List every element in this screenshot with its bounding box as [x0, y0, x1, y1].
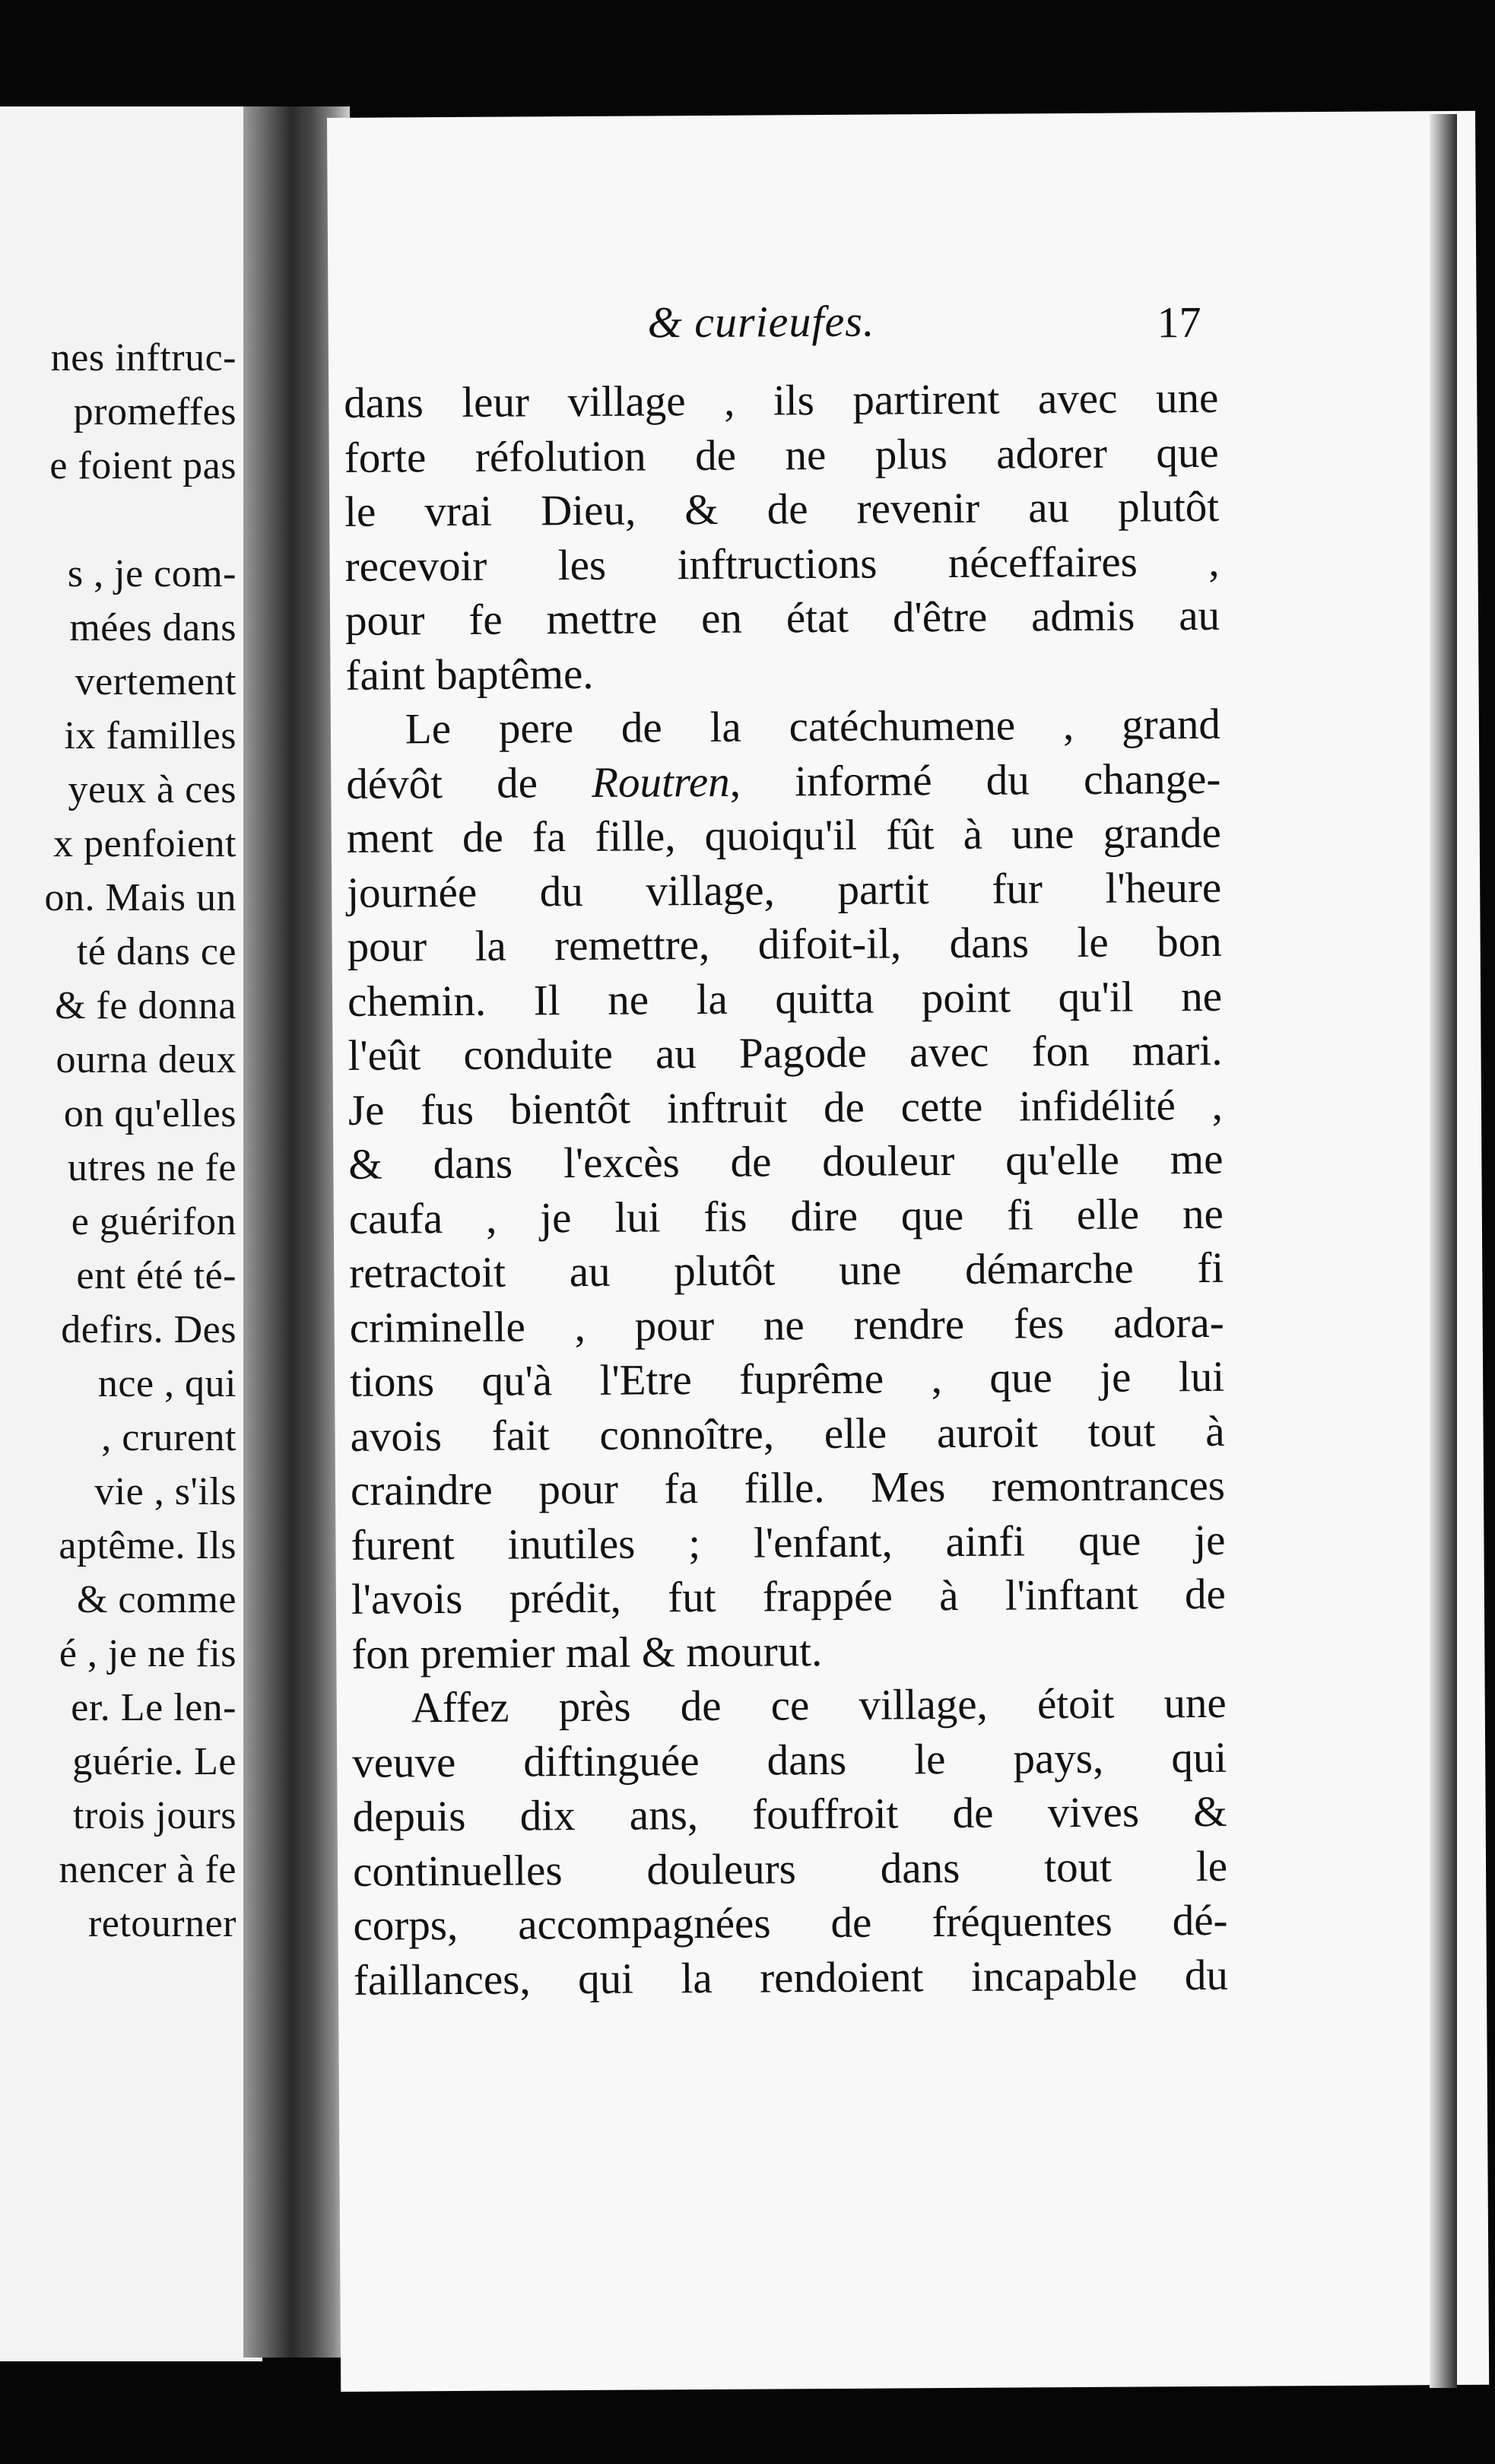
facing-page-line: trois jours: [73, 1794, 236, 1837]
facing-page-line: on qu'elles: [63, 1092, 236, 1135]
text-line: pour la remettre, difoit-il, dans le bon: [347, 917, 1222, 971]
text-line: Le pere de la catéchumene , grand: [405, 700, 1221, 754]
facing-page-line: , crurent: [101, 1416, 236, 1459]
text-line: corps, accompagnées de fréquentes dé-: [353, 1896, 1228, 1950]
text-line: forte réfolution de ne plus adorer que: [344, 428, 1219, 482]
text-line: Affez près de ce village, étoit une: [411, 1678, 1227, 1732]
text-line: criminelle , pour ne rendre fes adora-: [349, 1298, 1224, 1352]
text-line: tions qu'à l'Etre fuprême , que je lui: [349, 1352, 1225, 1406]
facing-page-line: vertement: [75, 660, 236, 703]
facing-page-line: retourner: [87, 1902, 236, 1945]
page-edge: [1430, 114, 1457, 2388]
facing-page-line: mées dans: [69, 606, 236, 649]
facing-page-line: x penfoient: [53, 822, 236, 865]
text-line: pour fe mettre en état d'être admis au: [344, 591, 1220, 645]
facing-page-line: on. Mais un: [44, 876, 236, 919]
text-line: recevoir les inftructions néceffaires ,: [344, 537, 1220, 591]
page-number: 17: [1157, 297, 1201, 348]
facing-page-line: promeffes: [73, 390, 236, 433]
text-line: faint baptême.: [345, 649, 594, 700]
facing-page-line: & comme: [76, 1578, 236, 1621]
text-line: craindre pour fa fille. Mes remontrances: [350, 1461, 1226, 1515]
facing-page-line: utres ne fe: [67, 1146, 236, 1189]
facing-page-line: & fe donna: [55, 984, 236, 1027]
facing-page-line: e guérifon: [71, 1200, 236, 1243]
facing-page-line: yeux à ces: [68, 768, 236, 811]
facing-page-line: s , je com-: [67, 552, 236, 595]
text-line: le vrai Dieu, & de revenir au plutôt: [344, 482, 1220, 536]
text-line: & dans l'excès de douleur qu'elle me: [348, 1135, 1224, 1189]
text-line: retractoit au plutôt une démarche fi: [349, 1243, 1224, 1297]
text-run: , informé du change-: [729, 754, 1221, 806]
running-title: & curieufes.: [647, 296, 875, 348]
facing-page: [0, 106, 262, 2361]
facing-page-line: er. Le len-: [71, 1686, 236, 1729]
text-line: ment de fa fille, quoiqu'il fût à une grande: [346, 808, 1221, 862]
facing-page-line: nes inftruc-: [50, 336, 236, 379]
text-line: furent inutiles ; l'enfant, ainfi que je: [351, 1516, 1226, 1570]
running-head: [328, 292, 1477, 367]
text-line: continuelles douleurs dans tout le: [352, 1842, 1228, 1896]
facing-page-line: [0, 493, 236, 547]
facing-page-line: defirs. Des: [61, 1308, 236, 1351]
italic-name: Routren: [591, 757, 730, 807]
text-run: dévôt de: [346, 758, 592, 808]
facing-page-line: vie , s'ils: [94, 1470, 236, 1513]
facing-page-line: guérie. Le: [72, 1740, 236, 1783]
text-line: faillances, qui la rendoient incapable du: [353, 1951, 1229, 2005]
body-text: [344, 371, 1228, 2008]
text-line: Je fus bientôt inftruit de cette infidélité ,: [348, 1081, 1224, 1135]
text-line: l'eût conduite au Pagode avec fon mari.: [348, 1026, 1223, 1080]
text-line: fon premier mal & mourut.: [351, 1627, 823, 1678]
facing-page-line: ourna deux: [56, 1038, 236, 1081]
page: [327, 111, 1489, 2392]
text-line: caufa , je lui fis dire que fi elle ne: [348, 1189, 1224, 1243]
facing-page-line: é , je ne fis: [59, 1632, 236, 1675]
text-line: l'avois prédit, fut frappée à l'inftant de: [351, 1570, 1227, 1624]
text-line: journée du village, partit fur l'heure: [347, 863, 1222, 917]
text-line: chemin. Il ne la quitta point qu'il ne: [347, 972, 1223, 1026]
facing-page-line: e foient pas: [49, 444, 236, 487]
facing-page-line: nce , qui: [97, 1362, 236, 1405]
text-line: dans leur village , ils partirent avec une: [344, 373, 1219, 427]
text-line: depuis dix ans, fouffroit de vives &: [352, 1787, 1227, 1841]
text-line: avois fait connoître, elle auroit tout à: [350, 1407, 1225, 1461]
text-line: veuve diftinguée dans le pays, qui: [352, 1733, 1227, 1787]
facing-page-text: [0, 331, 236, 1951]
facing-page-line: ix familles: [64, 714, 236, 757]
facing-page-line: té dans ce: [76, 930, 236, 973]
facing-page-line: nencer à fe: [59, 1848, 236, 1891]
facing-page-line: aptême. Ils: [59, 1524, 236, 1567]
text-line: [346, 751, 1220, 811]
facing-page-line: ent été té-: [76, 1254, 236, 1297]
